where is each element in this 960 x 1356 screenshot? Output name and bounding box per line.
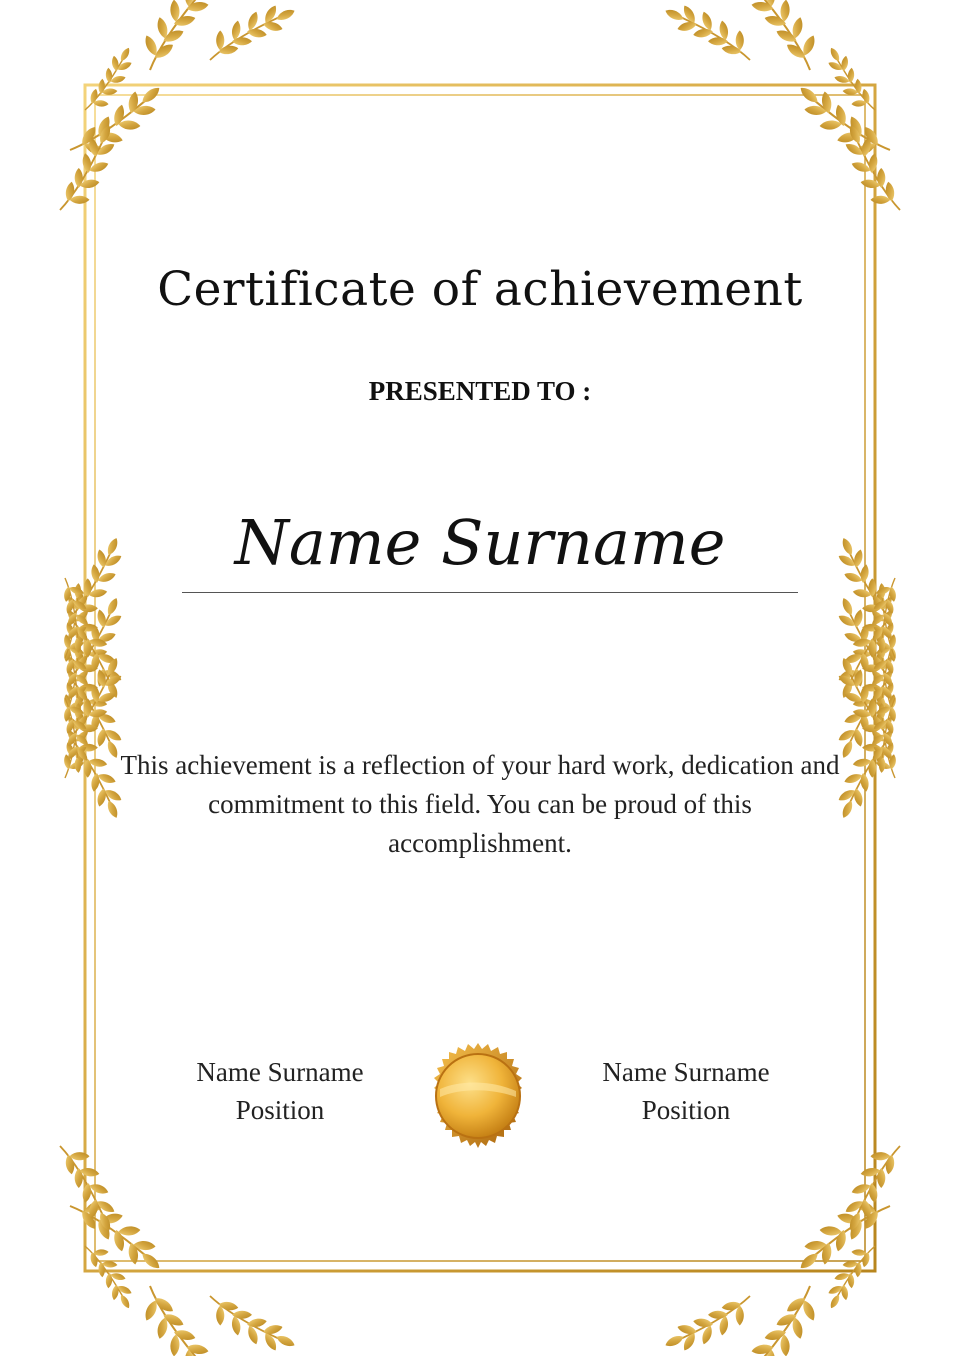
laurel-ornament-icon-top-right <box>662 0 923 214</box>
signer-position: Position <box>235 1095 325 1125</box>
signer-position: Position <box>641 1095 731 1125</box>
laurel-ornament-icon-bottom-left <box>38 1142 299 1356</box>
signature-block-left <box>130 1053 430 1129</box>
recipient-name: Name Surname <box>234 506 726 579</box>
gold-seal-icon <box>418 1041 538 1161</box>
certificate-title: Certificate of achievement <box>157 262 803 317</box>
signature-block-right <box>536 1053 836 1129</box>
signer-name: Name Surname <box>602 1057 770 1087</box>
laurel-ornament-icon-top-left <box>38 0 299 214</box>
achievement-message: This achievement is a reflection of your hard work, dedication and commitment to this field. You can be proud of this accomplishment. <box>120 750 840 858</box>
presented-to-label: PRESENTED TO : <box>368 376 592 406</box>
laurel-ornament-icon-bottom-right <box>662 1142 923 1356</box>
signer-name: Name Surname <box>196 1057 364 1087</box>
recipient-underline <box>182 592 798 593</box>
